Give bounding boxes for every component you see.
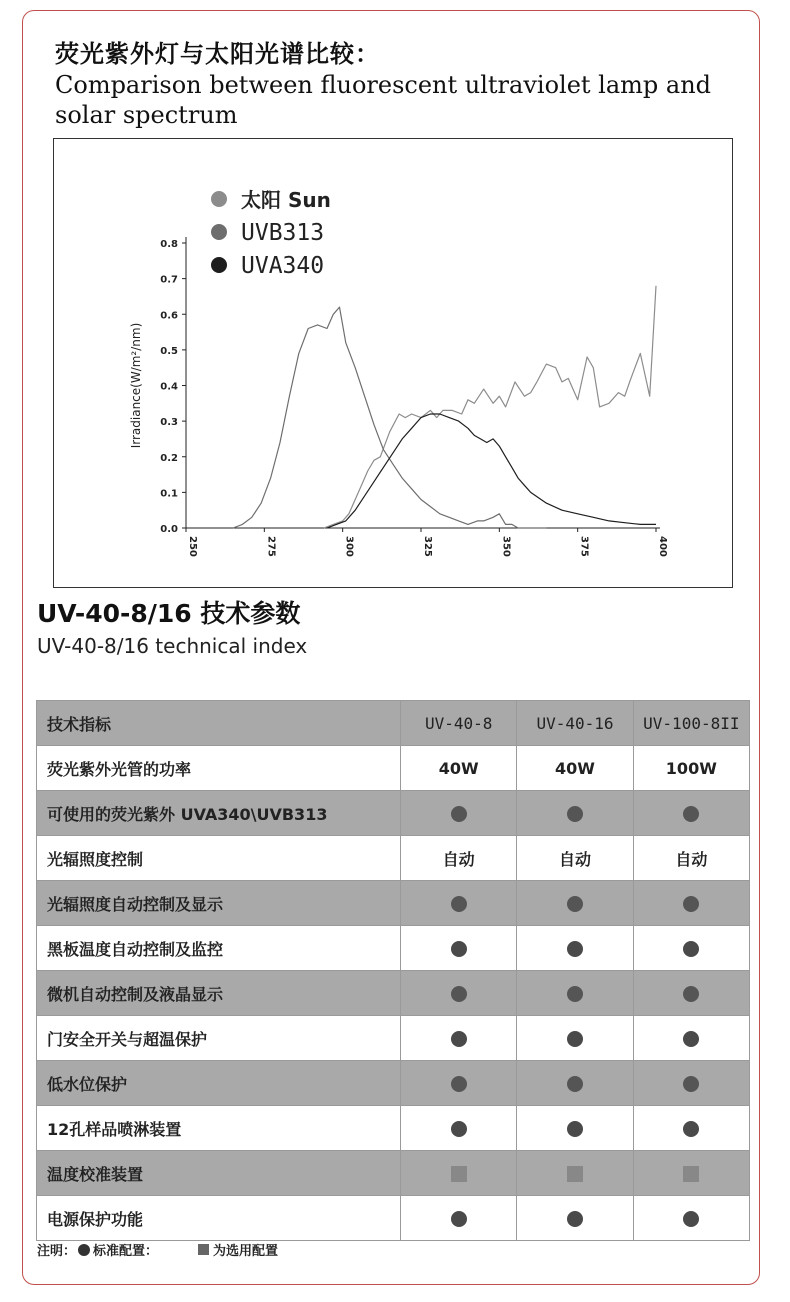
standard-cell [401,881,517,926]
row-value: 自动 [401,836,517,881]
y-axis-label: Irradiance(W/m²/nm) [129,322,143,449]
standard-dot-icon [451,1211,467,1227]
optional-square-icon [567,1166,583,1182]
standard-dot-icon [683,1121,699,1137]
x-tick-label: 325 [422,536,433,557]
legend-marker-1 [211,191,227,207]
table-row [37,791,750,836]
standard-dot-icon [567,1031,583,1047]
row-label: 可使用的荧光紫外 UVA340\UVB313 [37,791,401,836]
standard-cell [517,881,633,926]
header-cell-model: UV-40-16 [517,701,633,746]
standard-dot-icon [567,1076,583,1092]
standard-cell [633,881,749,926]
standard-cell [517,1016,633,1061]
y-tick-label: 0.8 [160,239,178,250]
y-tick-label: 0.4 [160,381,178,393]
standard-cell [517,1061,633,1106]
standard-dot-icon [451,1121,467,1137]
standard-cell [401,1016,517,1061]
standard-dot-icon [683,1031,699,1047]
series-line-1 [324,286,656,528]
standard-cell [517,926,633,971]
legend-marker-2 [211,224,227,240]
table-row [37,971,750,1016]
table-row [37,1196,750,1241]
standard-dot-icon [683,896,699,912]
y-tick-label: 0.7 [160,274,178,286]
spec-table [36,700,750,1241]
standard-dot-icon [683,806,699,822]
standard-dot-icon [451,986,467,1002]
standard-dot-icon [567,1121,583,1137]
standard-cell [401,971,517,1016]
row-label: 光辐照度控制 [37,836,401,881]
row-label: 光辐照度自动控制及显示 [37,881,401,926]
y-tick-label: 0.6 [160,310,178,322]
x-tick-label: 300 [343,536,355,557]
note-optional: 为选用配置 [213,1244,279,1259]
legend-label-3: UVA340 [241,253,325,279]
note-standard: 标准配置： [93,1244,159,1259]
standard-dot-icon [683,1211,699,1227]
spectrum-chart-svg [54,139,734,589]
standard-cell [633,1061,749,1106]
standard-cell [633,971,749,1016]
header-cell-spec: 技术指标 [37,701,401,746]
standard-dot-icon [567,896,583,912]
y-tick-label: 0.1 [160,488,178,500]
note-prefix: 注明： [37,1244,77,1259]
y-tick-label: 0.5 [160,345,178,357]
table-row [37,1061,750,1106]
optional-square-icon [683,1166,699,1182]
row-label: 12孔样品喷淋装置 [37,1106,401,1151]
standard-dot-icon [567,1211,583,1227]
standard-dot-icon [683,986,699,1002]
row-value: 40W [517,746,633,791]
standard-cell [401,926,517,971]
standard-dot-icon [78,1244,90,1256]
y-tick-label: 0.2 [160,452,178,464]
standard-dot-icon [567,941,583,957]
optional-cell [633,1151,749,1196]
standard-dot-icon [567,986,583,1002]
standard-cell [517,971,633,1016]
standard-cell [633,1196,749,1241]
row-label: 微机自动控制及液晶显示 [37,971,401,1016]
y-tick-label: 0.3 [160,417,178,429]
legend-label-2: UVB313 [241,220,325,246]
table-header-row [37,701,750,746]
header-cell-model: UV-100-8II [633,701,749,746]
spectrum-chart [53,138,733,588]
row-label: 荧光紫外光管的功率 [37,746,401,791]
standard-cell [633,1106,749,1151]
legend-marker-3 [211,257,227,273]
table-row [37,836,750,881]
table-row [37,1151,750,1196]
table-row [37,746,750,791]
standard-cell [517,1106,633,1151]
standard-dot-icon [683,1076,699,1092]
y-tick-label: 0.0 [160,524,178,535]
table-row [37,1106,750,1151]
section-title-en: UV-40-8/16 technical index [37,634,308,658]
standard-dot-icon [451,1076,467,1092]
row-label: 温度校准装置 [37,1151,401,1196]
table-row [37,881,750,926]
x-tick-label: 350 [500,536,512,557]
table-row [37,926,750,971]
standard-cell [401,1196,517,1241]
row-label: 低水位保护 [37,1061,401,1106]
row-value: 自动 [517,836,633,881]
legend-label-1: 太阳 Sun [241,188,331,212]
standard-cell [517,1196,633,1241]
table-row [37,1016,750,1061]
x-tick-label: 400 [657,536,668,557]
section-title-zh: UV-40-8/16 技术参数 [37,599,301,628]
x-tick-label: 375 [578,536,590,557]
standard-cell [517,791,633,836]
standard-cell [401,791,517,836]
standard-cell [633,1016,749,1061]
standard-cell [633,791,749,836]
standard-cell [401,1061,517,1106]
row-label: 门安全开关与超温保护 [37,1016,401,1061]
header-cell-model: UV-40-8 [401,701,517,746]
standard-cell [633,926,749,971]
page-title-zh: 荧光紫外灯与太阳光谱比较： [55,40,380,68]
page-title-en: Comparison between fluorescent ultraviolet lamp and solar spectrum [55,71,712,129]
standard-dot-icon [451,941,467,957]
optional-cell [401,1151,517,1196]
standard-dot-icon [567,806,583,822]
x-tick-label: 250 [187,536,198,557]
optional-square-icon [451,1166,467,1182]
standard-dot-icon [451,806,467,822]
row-value: 自动 [633,836,749,881]
optional-cell [517,1151,633,1196]
row-label: 黑板温度自动控制及监控 [37,926,401,971]
standard-dot-icon [683,941,699,957]
standard-cell [401,1106,517,1151]
x-tick-label: 275 [265,536,277,557]
legend-note [37,1240,278,1259]
row-label: 电源保护功能 [37,1196,401,1241]
standard-dot-icon [451,1031,467,1047]
row-value: 100W [633,746,749,791]
row-value: 40W [401,746,517,791]
series-line-2 [233,307,546,528]
optional-square-icon [198,1244,209,1255]
standard-dot-icon [451,896,467,912]
